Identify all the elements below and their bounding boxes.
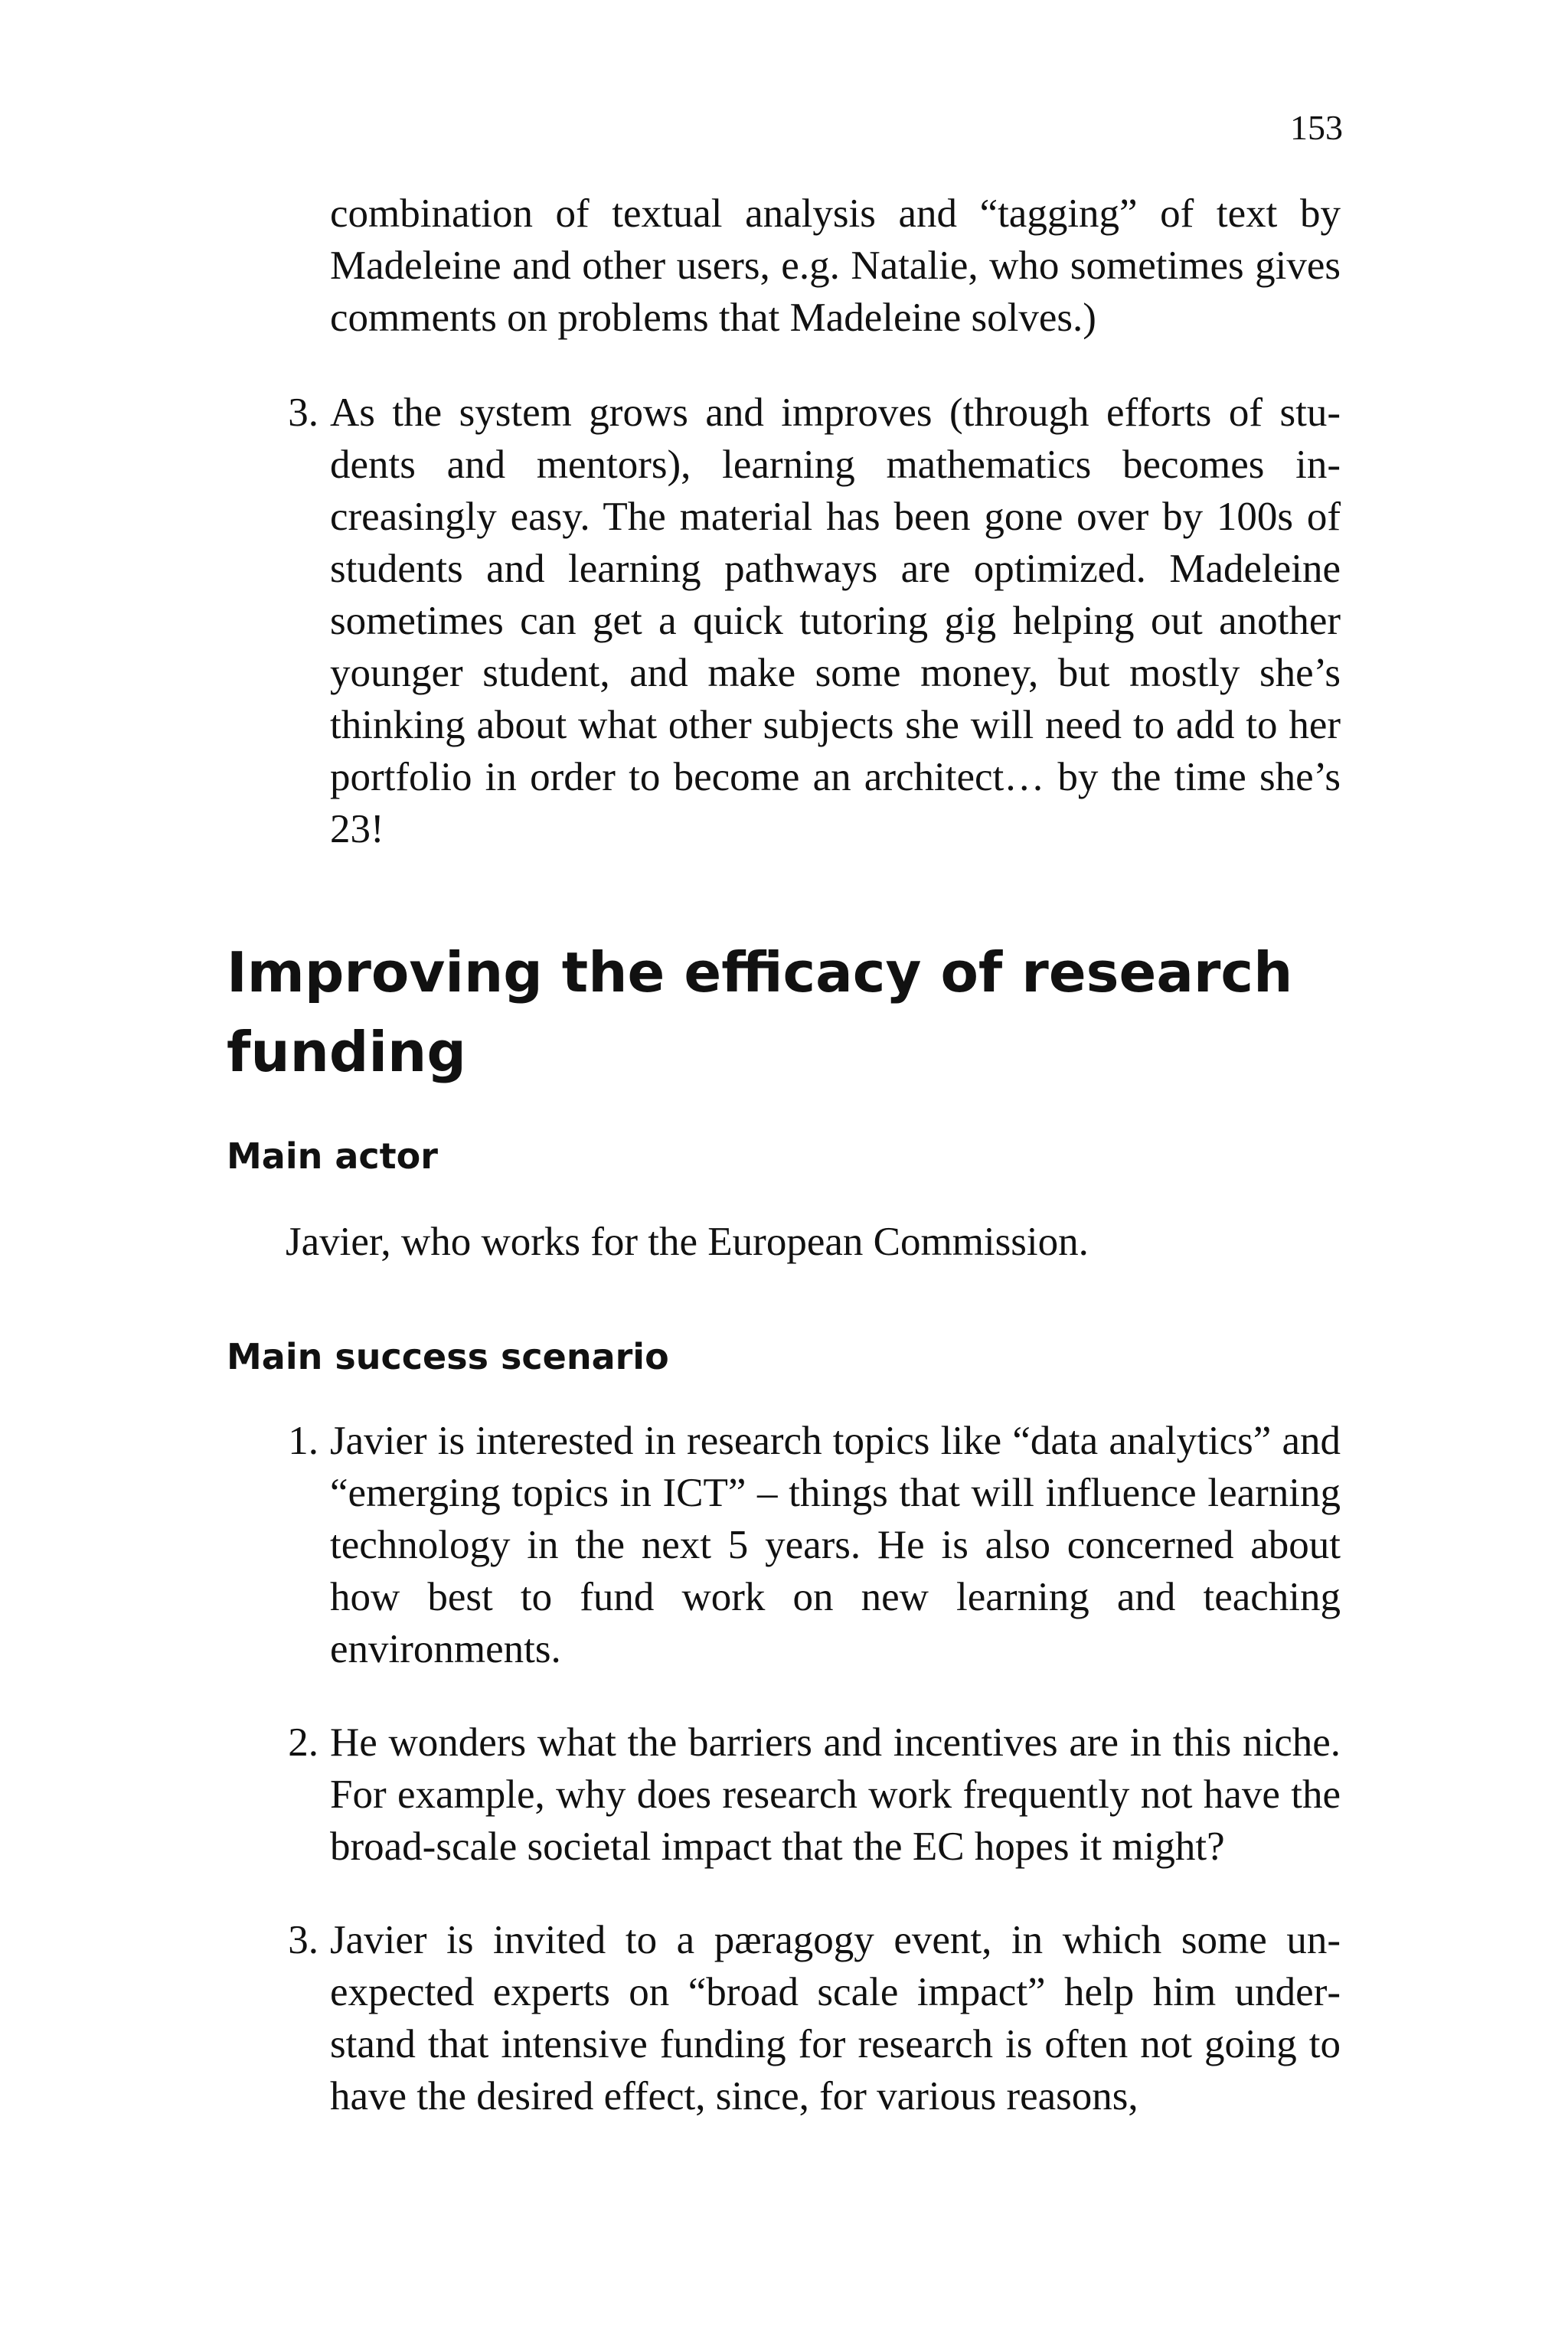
list-item-number: 2. [288, 1720, 318, 1765]
list-item [288, 1914, 1341, 2122]
scenario-numbered-list [288, 1415, 1341, 2122]
list-item-text: He wonders what the barriers and incentives are in this niche. For example, why does research work frequently not have the broad-scale societal impact that the EC hopes it might? [330, 1720, 1341, 1869]
list-item-number: 1. [288, 1419, 318, 1463]
continuation-paragraph: combination of textual analysis and “tagging” of text by Madeleine and other users, e.g. Natalie, who sometimes gives comments on problems that Madeleine solves.) [330, 191, 1341, 340]
section-title: Improving the efficacy of research funding [227, 940, 1293, 1084]
list-item [288, 387, 1341, 855]
list-item-text: As the system grows and improves (through efforts of students and mentors), learning mathematics becomes increasingly easy. The material has been gone over by 100s of students and learning pathways are optimized. Madeleine sometimes can get a quick tutoring gig helping out another younger student, and make some money, but mostly she’s thinking about what other subjects she will need to add to her portfolio in order to become an architect… by the time she’s 23! [330, 390, 1341, 851]
previous-numbered-list [288, 387, 1341, 855]
main-actor-heading: Main actor [227, 1135, 438, 1177]
list-item [288, 1717, 1341, 1873]
main-actor-text: Javier, who works for the European Commission. [286, 1220, 1089, 1264]
page-number: 153 [1290, 108, 1343, 147]
list-item [288, 1415, 1341, 1675]
list-item-text: Javier is interested in research topics like “data analytics” and “emerging topics in ICT” – things that will influence learning technology in the next 5 years. He is also concerned about how best to fund work on new learning and teaching environments. [330, 1419, 1341, 1671]
scenario-heading: Main success scenario [227, 1336, 669, 1377]
list-item-number: 3. [288, 1918, 318, 1962]
list-item-text: Javier is invited to a pæragogy event, in which some unexpected experts on “broad scale impact” help him understand that intensive funding for research is often not going to have the desired effect, since, for various reasons, [330, 1918, 1341, 2118]
list-item-number: 3. [288, 390, 318, 435]
